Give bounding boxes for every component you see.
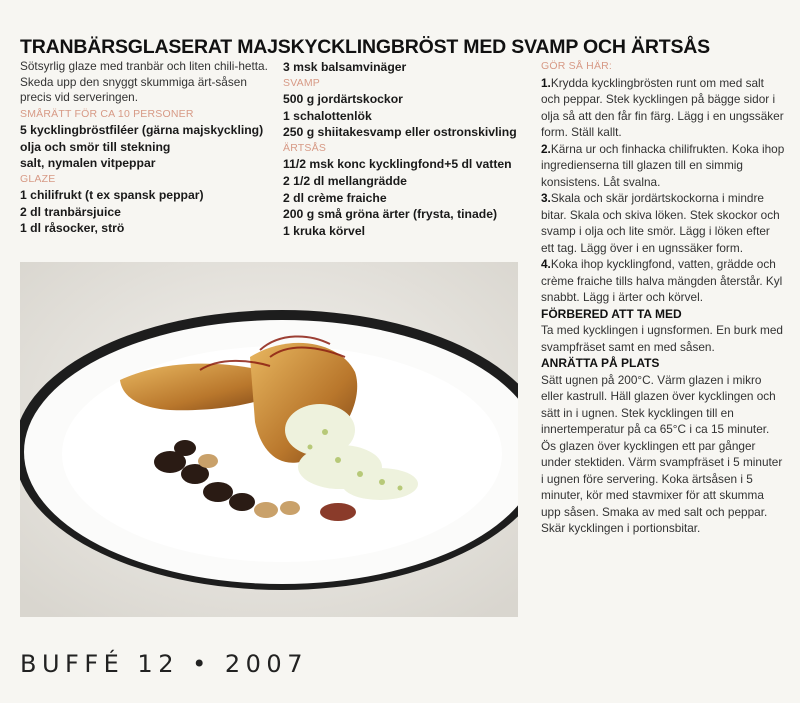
ingredient-item: 200 g små gröna ärter (frysta, tinade): [283, 207, 498, 222]
step-number: 3.: [541, 191, 551, 205]
ingredient-item: 250 g shiitakesvamp eller ostronskivling: [283, 125, 517, 140]
step-text: Skala och skär jordärtskockorna i mindre bitar. Skala och skiva löken. Stek skockor och svamp i olja och lite smör. Lägg i löken efter ett tag. Lägg över i en ugnssäker form.: [541, 191, 780, 255]
serving-heading: SMÅRÄTT FÖR CA 10 PERSONER: [20, 107, 194, 120]
prep-text: Ta med kycklingen i ugnsformen. En burk med svampfräset samt en med såsen.: [541, 323, 783, 354]
method-step: [541, 141, 786, 191]
food-photo: [20, 262, 518, 617]
method-column: [541, 59, 786, 537]
method-step: [541, 256, 786, 306]
magazine-footer: BUFFÉ 12 • 2007: [20, 650, 308, 678]
svamp-heading: SVAMP: [283, 76, 320, 89]
method-step: [541, 75, 786, 141]
step-number: 2.: [541, 141, 551, 156]
ingredients-column-1: [20, 59, 275, 237]
step-text: Krydda kycklingbrösten runt om med salt och peppar. Stek kycklingen på bägge sidor i olja så att den får fin färg. Lägg i en ungssäker form. Ställ kallt.: [541, 75, 784, 139]
step-text: Kärna ur och finhacka chilifrukten. Koka ihop ingredienserna till glazen till en simmig konsistens. Låt svalna.: [541, 141, 785, 189]
ingredients-column-2: [283, 59, 528, 239]
ingredient-item: 500 g jordärtskockor: [283, 92, 403, 107]
ingredient-item: 1 kruka körvel: [283, 223, 365, 238]
glaze-heading: GLAZE: [20, 172, 56, 185]
ingredient-item: 5 kycklingbröstfiléer (gärna majskyckling): [20, 123, 264, 137]
step-text: Koka ihop kycklingfond, vatten, grädde och crème fraiche tills halva mängden återstår. Kyl snabbt. Lägg i ärter och körvel.: [541, 257, 783, 304]
step-number: 1.: [541, 75, 551, 90]
recipe-title: TRANBÄRSGLASERAT MAJSKYCKLINGBRÖST MED SVAMP OCH ÄRTSÅS: [20, 36, 710, 58]
ingredient-item: olja och smör till stekning: [20, 139, 171, 154]
serve-heading: ANRÄTTA PÅ PLATS: [541, 356, 660, 370]
ingredient-item: salt, nymalen vitpeppar: [20, 156, 156, 171]
step-number: 4.: [541, 257, 551, 271]
ingredient-item: 1 dl råsocker, strö: [20, 221, 125, 236]
serve-text: Sätt ugnen på 200°C. Värm glazen i mikro eller kastrull. Häll glazen över kycklingen och sätt in i ugnen. Stek kycklingen till en innertemperatur på ca 65°C i ca 15 minuter. Ös glazen över kycklingen ett par gånger under stektiden. Värm svampfräset i 5 minuter i ugnen före servering. Koka ärtsåsen i 5 minuter, kör med stavmixer för att skumma upp såsen. Smaka av med salt och peppar. Skär kycklingen i portionsbitar.: [541, 372, 783, 535]
ingredient-item: 1 schalottenlök: [283, 108, 372, 123]
plated-chicken-illustration: [20, 262, 518, 617]
ingredient-item: 2 dl crème fraiche: [283, 190, 387, 205]
ingredient-item: 3 msk balsamvinäger: [283, 60, 407, 74]
method-heading: GÖR SÅ HÄR:: [541, 60, 613, 72]
method-step: [541, 190, 786, 256]
ingredient-item: 11/2 msk konc kycklingfond+5 dl vatten: [283, 157, 512, 172]
prep-heading: FÖRBERED ATT TA MED: [541, 306, 682, 321]
ingredient-item: 2 dl tranbärsjuice: [20, 204, 121, 219]
ingredient-item: 2 1/2 dl mellangrädde: [283, 173, 407, 188]
ingredient-item: 1 chilifrukt (t ex spansk peppar): [20, 188, 204, 203]
recipe-intro: Sötsyrlig glaze med tranbär och liten chili-hetta. Skeda upp den snyggt skummiga ärt-såsen precis vid serveringen.: [20, 59, 268, 104]
artsas-heading: ÄRTSÅS: [283, 141, 327, 154]
